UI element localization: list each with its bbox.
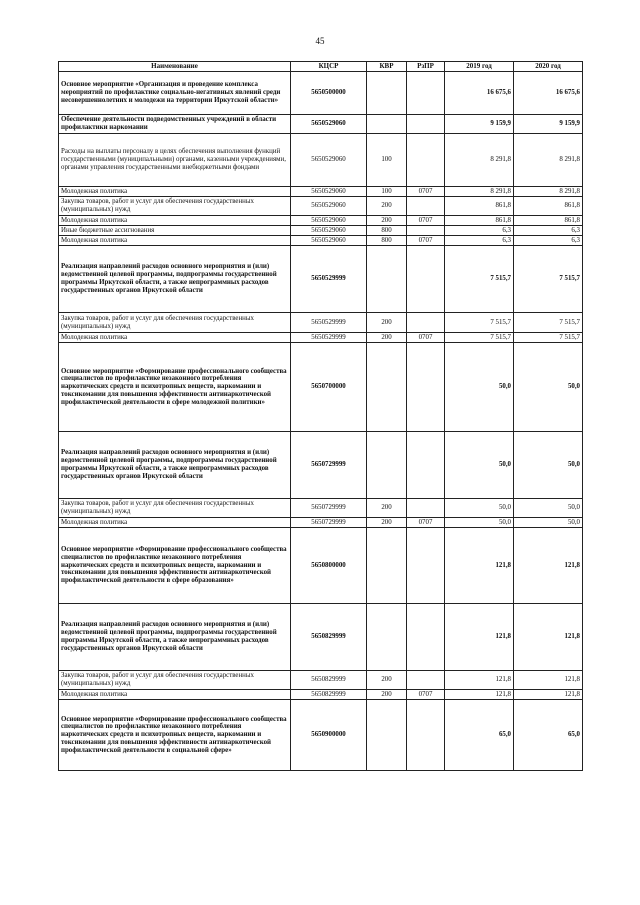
row-2020: 7 515,7 (514, 333, 583, 343)
row-rzpr (407, 115, 445, 134)
table-row (59, 518, 583, 528)
row-rzpr: 0707 (407, 518, 445, 528)
row-rzpr: 0707 (407, 690, 445, 700)
row-2020: 121,8 (514, 604, 583, 671)
row-kvr (367, 72, 407, 115)
row-kvr: 200 (367, 499, 407, 518)
row-name: Основное мероприятие «Организация и проведение комплекса мероприятий по профилактике социально-негативных явлений среди несовершеннолетних и молодежи на территории Иркутской области» (59, 72, 291, 115)
row-kcsr: 5650729999 (291, 499, 367, 518)
row-kvr: 200 (367, 216, 407, 226)
row-kvr (367, 343, 407, 432)
row-kcsr: 5650829999 (291, 671, 367, 690)
row-rzpr (407, 432, 445, 499)
row-rzpr (407, 528, 445, 604)
row-2020: 7 515,7 (514, 246, 583, 313)
row-2019: 8 291,8 (445, 134, 514, 187)
row-2019: 8 291,8 (445, 187, 514, 197)
table-row (59, 246, 583, 313)
row-kvr: 200 (367, 690, 407, 700)
header-rzpr: РзПР (407, 62, 445, 72)
row-name: Молодежная политика (59, 216, 291, 226)
table-row (59, 197, 583, 216)
table-row (59, 499, 583, 518)
row-rzpr (407, 700, 445, 771)
row-name: Молодежная политика (59, 518, 291, 528)
row-2020: 8 291,8 (514, 187, 583, 197)
header-kcsr: КЦСР (291, 62, 367, 72)
row-2020: 6,3 (514, 236, 583, 246)
table-row (59, 216, 583, 226)
row-rzpr (407, 343, 445, 432)
row-kvr (367, 604, 407, 671)
row-name: Закупка товаров, работ и услуг для обеспечения государственных (муниципальных) нужд (59, 197, 291, 216)
row-2019: 121,8 (445, 528, 514, 604)
row-kvr (367, 246, 407, 313)
table-row (59, 528, 583, 604)
row-kcsr: 5650529060 (291, 226, 367, 236)
row-rzpr: 0707 (407, 216, 445, 226)
table-row (59, 134, 583, 187)
row-kvr: 200 (367, 333, 407, 343)
row-2019: 50,0 (445, 518, 514, 528)
row-2019: 9 159,9 (445, 115, 514, 134)
row-2019: 6,3 (445, 226, 514, 236)
table-row (59, 343, 583, 432)
row-name: Молодежная политика (59, 690, 291, 700)
row-2020: 16 675,6 (514, 72, 583, 115)
row-name: Основное мероприятие «Формирование профессионального сообщества специалистов по профилактике незаконного потребления наркотических средств и психотропных веществ, наркомании и токсикомании для повышения эффективности антинаркотической профилактической деятельности в сфере образования» (59, 528, 291, 604)
row-kvr (367, 115, 407, 134)
row-kvr: 800 (367, 236, 407, 246)
row-2019: 121,8 (445, 604, 514, 671)
table-body (59, 72, 583, 771)
row-kcsr: 5650529999 (291, 246, 367, 313)
row-kcsr: 5650800000 (291, 528, 367, 604)
row-2020: 6,3 (514, 226, 583, 236)
row-name: Закупка товаров, работ и услуг для обеспечения государственных (муниципальных) нужд (59, 499, 291, 518)
row-2019: 7 515,7 (445, 246, 514, 313)
row-2019: 50,0 (445, 343, 514, 432)
row-kvr: 100 (367, 187, 407, 197)
row-2020: 861,8 (514, 197, 583, 216)
row-rzpr (407, 72, 445, 115)
row-name: Обеспечение деятельности подведомственных учреждений в области профилактики наркомании (59, 115, 291, 134)
table-row (59, 671, 583, 690)
row-kcsr: 5650729999 (291, 432, 367, 499)
row-kvr (367, 432, 407, 499)
row-kvr: 800 (367, 226, 407, 236)
row-2020: 9 159,9 (514, 115, 583, 134)
row-rzpr (407, 197, 445, 216)
row-rzpr: 0707 (407, 187, 445, 197)
row-2019: 861,8 (445, 197, 514, 216)
row-kcsr: 5650529060 (291, 134, 367, 187)
table-row (59, 604, 583, 671)
row-name: Реализация направлений расходов основного мероприятия и (или) ведомственной целевой программы, подпрограммы государственной программы Иркутской области, а также непрограммных расходов государственных органов Иркутской области (59, 604, 291, 671)
row-kvr: 200 (367, 313, 407, 333)
page-number: 45 (315, 36, 325, 46)
row-2020: 8 291,8 (514, 134, 583, 187)
row-kvr: 100 (367, 134, 407, 187)
table-row (59, 690, 583, 700)
row-2020: 50,0 (514, 432, 583, 499)
row-2019: 7 515,7 (445, 333, 514, 343)
table-row (59, 226, 583, 236)
row-rzpr (407, 604, 445, 671)
row-name: Закупка товаров, работ и услуг для обеспечения государственных (муниципальных) нужд (59, 313, 291, 333)
row-rzpr (407, 226, 445, 236)
row-rzpr (407, 671, 445, 690)
row-kvr: 200 (367, 197, 407, 216)
row-2019: 16 675,6 (445, 72, 514, 115)
header-2019: 2019 год (445, 62, 514, 72)
row-rzpr (407, 313, 445, 333)
row-kcsr: 5650529060 (291, 236, 367, 246)
row-rzpr: 0707 (407, 333, 445, 343)
row-name: Закупка товаров, работ и услуг для обеспечения государственных (муниципальных) нужд (59, 671, 291, 690)
table-row (59, 313, 583, 333)
row-kcsr: 5650529060 (291, 187, 367, 197)
row-name: Молодежная политика (59, 333, 291, 343)
row-kcsr: 5650500000 (291, 72, 367, 115)
row-kcsr: 5650700000 (291, 343, 367, 432)
row-rzpr (407, 134, 445, 187)
row-2019: 7 515,7 (445, 313, 514, 333)
row-2019: 65,0 (445, 700, 514, 771)
table-row (59, 432, 583, 499)
row-2020: 50,0 (514, 343, 583, 432)
row-name: Молодежная политика (59, 236, 291, 246)
table-row (59, 236, 583, 246)
row-2019: 861,8 (445, 216, 514, 226)
row-2019: 121,8 (445, 690, 514, 700)
row-2019: 6,3 (445, 236, 514, 246)
row-2020: 65,0 (514, 700, 583, 771)
row-kcsr: 5650529060 (291, 115, 367, 134)
row-name: Молодежная политика (59, 187, 291, 197)
row-rzpr: 0707 (407, 236, 445, 246)
row-kcsr: 5650529060 (291, 197, 367, 216)
budget-table (58, 61, 583, 771)
table-header-row (59, 62, 583, 72)
row-kcsr: 5650729999 (291, 518, 367, 528)
row-rzpr (407, 246, 445, 313)
row-kcsr: 5650829999 (291, 690, 367, 700)
row-2020: 50,0 (514, 499, 583, 518)
row-name: Основное мероприятие «Формирование профессионального сообщества специалистов по профилактике незаконного потребления наркотических средств и психотропных веществ, наркомании и токсикомании для повышения эффективности антинаркотической профилактической деятельности в сфере молодежной политики» (59, 343, 291, 432)
table-row (59, 72, 583, 115)
header-name: Наименование (59, 62, 291, 72)
row-kcsr: 5650529060 (291, 216, 367, 226)
header-2020: 2020 год (514, 62, 583, 72)
row-2020: 861,8 (514, 216, 583, 226)
row-2020: 7 515,7 (514, 313, 583, 333)
row-2019: 121,8 (445, 671, 514, 690)
row-kcsr: 5650829999 (291, 604, 367, 671)
row-2020: 121,8 (514, 671, 583, 690)
row-name: Реализация направлений расходов основного мероприятия и (или) ведомственной целевой программы, подпрограммы государственной программы Иркутской области, а также непрограммных расходов государственных органов Иркутской области (59, 432, 291, 499)
table-row (59, 115, 583, 134)
row-kvr: 200 (367, 671, 407, 690)
table-row (59, 700, 583, 771)
row-2020: 121,8 (514, 528, 583, 604)
row-2020: 121,8 (514, 690, 583, 700)
row-kvr: 200 (367, 518, 407, 528)
table-row (59, 333, 583, 343)
row-2019: 50,0 (445, 499, 514, 518)
row-kcsr: 5650529999 (291, 333, 367, 343)
row-kcsr: 5650900000 (291, 700, 367, 771)
row-2019: 50,0 (445, 432, 514, 499)
header-kvr: КВР (367, 62, 407, 72)
row-rzpr (407, 499, 445, 518)
row-kcsr: 5650529999 (291, 313, 367, 333)
row-kvr (367, 700, 407, 771)
row-kvr (367, 528, 407, 604)
row-name: Основное мероприятие «Формирование профессионального сообщества специалистов по профилактике незаконного потребления наркотических средств и психотропных веществ, наркомании и токсикомании для повышения эффективности антинаркотической профилактической деятельности в социальной сфере» (59, 700, 291, 771)
row-name: Реализация направлений расходов основного мероприятия и (или) ведомственной целевой программы, подпрограммы государственной программы Иркутской области, а также непрограммных расходов государственных органов Иркутской области (59, 246, 291, 313)
table-row (59, 187, 583, 197)
row-name: Иные бюджетные ассигнования (59, 226, 291, 236)
row-2020: 50,0 (514, 518, 583, 528)
row-name: Расходы на выплаты персоналу в целях обеспечения выполнения функций государственными (муниципальными) органами, казенными учреждениями, органами управления государственными внебюджетными фондами (59, 134, 291, 187)
